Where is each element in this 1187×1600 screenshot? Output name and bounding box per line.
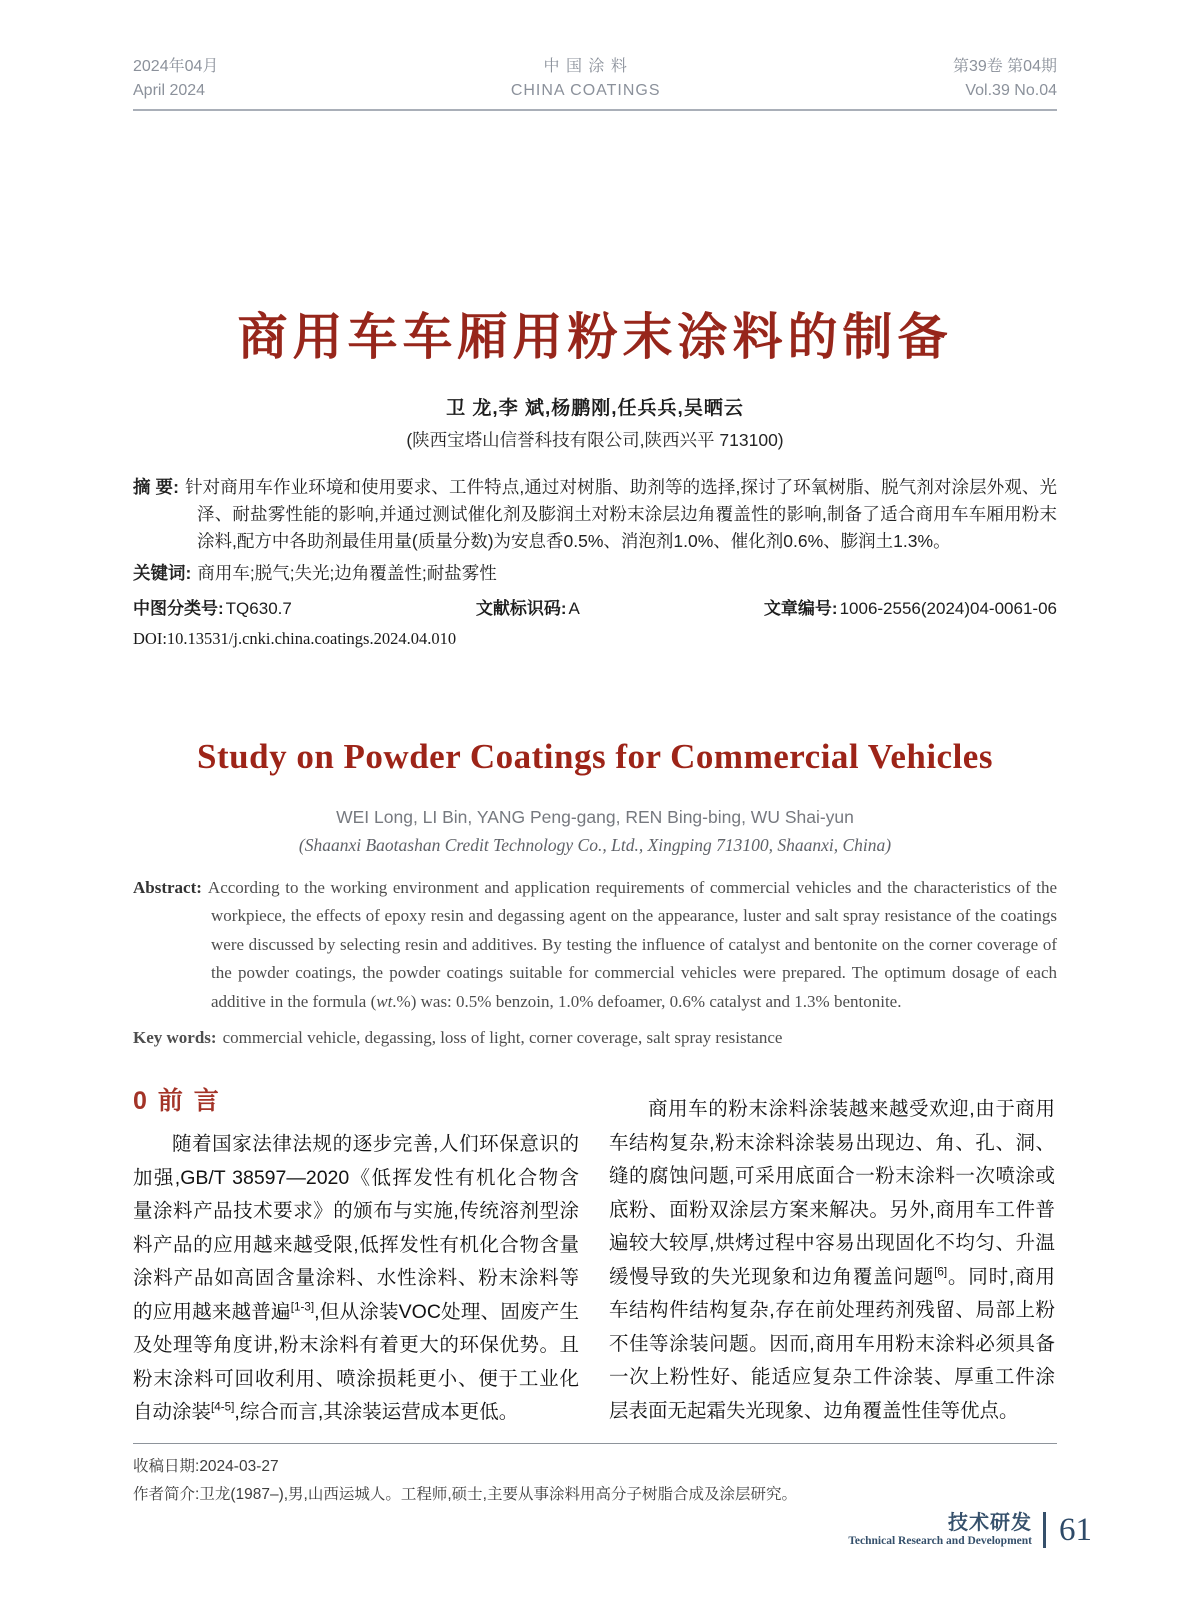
column-title-cn: 技术研发 [948, 1512, 1032, 1535]
document-code-label: 文献标识码: [475, 598, 567, 618]
article-id-value: 1006-2556(2024)04-0061-06 [839, 598, 1057, 618]
citation-ref-4-5: [4-5] [211, 1400, 235, 1414]
abstract-en-label: Abstract: [133, 877, 202, 897]
author-bio-value: 卫龙(1987–),男,山西运城人。工程师,硕士,主要从事涂料用高分子树脂合成及涂层研究。 [199, 1485, 797, 1503]
journal-name [511, 55, 661, 103]
intro-left-text-2: ,但从涂装VOC处理、固废产生及处理等角度讲,粉末涂料有着更大的环保优势。且粉末涂料可回收利用、喷涂损耗更小、便于工业化自动涂装 [133, 1300, 579, 1423]
abstract-en-italic: wt [376, 991, 393, 1011]
affiliation-en: (Shaanxi Baotashan Credit Technology Co., Ltd., Xingping 713100, Shaanxi, China) [298, 834, 892, 855]
abstract-cn [133, 474, 1057, 555]
keywords-en-text: commercial vehicle, degassing, loss of light, corner coverage, salt spray resistance [222, 1028, 783, 1047]
article-title-en: Study on Powder Coatings for Commercial Vehicles [197, 736, 993, 776]
column-title-en: Technical Research and Development [848, 1535, 1032, 1548]
intro-right-text-2: 。同时,商用车结构件结构复杂,存在前处理药剂残留、局部上粉不佳等涂装问题。因而,商用车用粉末涂料必须具备一次上粉性好、能适应复杂工件涂装、厚重工件涂层表面无起霜失光现象、边角覆盖性佳等优点。 [609, 1265, 1055, 1422]
section-0-heading: 0 前 言 [133, 1087, 221, 1115]
abstract-cn-text: 针对商用车作业环境和使用要求、工件特点,通过对树脂、助剂等的选择,探讨了环氧树脂、脱气剂对涂层外观、光泽、耐盐雾性能的影响,并通过测试催化剂及膨润土对粉末涂层边角覆盖性的影响,制备了适合商用车车厢用粉末涂料,配方中各助剂最佳用量(质量分数)为安息香0.5%、消泡剂1.0%、催化剂0.6%、膨润土1.3%。 [184, 476, 1057, 551]
abstract-en [133, 874, 1057, 1017]
volume-issue [953, 55, 1057, 103]
affiliation-cn: (陕西宝塔山信誉科技有限公司,陕西兴平 713100) [406, 429, 784, 450]
clc-label: 中图分类号: [133, 598, 224, 618]
intro-paragraph-left [133, 1128, 579, 1430]
abstract-en-text-1: According to the working environment and application requirements of commercial vehicles and the characteristics of the workpiece, the effects of epoxy resin and degassing agent on the appearance, luster and salt spray resistance of the coatings were discussed by selecting resin and additives. By testing the influence of catalyst and bentonite on the corner coverage of the powder coatings, the powder coatings suitable for commercial vehicles were prepared. The optimum dosage of each additive in the formula ( [207, 877, 1057, 1011]
left-column [133, 1086, 579, 1430]
volume-issue-cn: 第39卷 第04期 [952, 58, 1057, 75]
issue-date-en: April 2024 [133, 82, 206, 99]
keywords-cn-text: 商用车;脱气;失光;边角覆盖性;耐盐雾性 [197, 562, 497, 583]
citation-ref-6: [6] [934, 1265, 948, 1278]
doi: DOI:10.13531/j.cnki.china.coatings.2024.04.010 [133, 628, 457, 648]
page-footer [848, 1512, 1092, 1548]
keywords-en-label: Key words: [133, 1028, 217, 1047]
keywords-cn [133, 560, 1057, 586]
journal-name-en: CHINA COATINGS [510, 82, 661, 99]
intro-left-text-1: 随着国家法律法规的逐步完善,人们环保意识的加强,GB/T 38597—2020《低挥发性有机化合物含量涂料产品技术要求》的颁布与实施,传统溶剂型涂料产品的应用越来越受限,低挥发性有机化合物含量涂料产品如高固含量涂料、水性涂料、粉末涂料等的应用越来越普遍 [133, 1133, 579, 1323]
abstract-cn-label: 摘 要: [133, 476, 179, 497]
received-date-value: 2024-03-27 [199, 1457, 279, 1475]
right-column [609, 1086, 1055, 1430]
issue-date-cn: 2024年04月 [133, 58, 219, 75]
document-code [476, 594, 580, 619]
footnotes [133, 1443, 1057, 1509]
keywords-en [133, 1028, 1057, 1048]
meta-row [133, 594, 1057, 619]
author-bio-line [133, 1481, 1057, 1509]
clc-value: TQ630.7 [225, 598, 292, 618]
journal-running-head [133, 55, 1057, 111]
document-code-value: A [568, 598, 580, 618]
authors-cn: 卫 龙,李 斌,杨鹏刚,任兵兵,吴晒云 [446, 397, 744, 419]
page-number: 61 [1043, 1512, 1092, 1548]
article-id-label: 文章编号: [763, 598, 838, 618]
intro-left-text-3: ,综合而言,其涂装运营成本更低。 [234, 1401, 519, 1423]
intro-paragraph-right [609, 1093, 1055, 1428]
citation-ref-1-3: [1-3] [290, 1300, 315, 1313]
received-date-label: 收稿日期: [133, 1457, 200, 1475]
article-id [764, 594, 1057, 619]
issue-date [133, 55, 218, 103]
volume-issue-en: Vol.39 No.04 [965, 82, 1057, 99]
abstract-en-text-2: .%) was: 0.5% benzoin, 1.0% defoamer, 0.6% catalyst and 1.3% bentonite. [392, 991, 902, 1011]
intro-right-text-1: 商用车的粉末涂料涂装越来越受欢迎,由于商用车结构复杂,粉末涂料涂装易出现边、角、孔、洞、缝的腐蚀问题,可采用底面合一粉末涂料一次喷涂或底粉、面粉双涂层方案来解决。另外,商用车工件普遍较大较厚,烘烤过程中容易出现固化不均匀、升温缓慢导致的失光现象和边角覆盖问题 [609, 1098, 1055, 1288]
keywords-cn-label: 关键词: [133, 562, 192, 583]
journal-name-cn: 中 国 涂 料 [543, 58, 628, 75]
author-bio-label: 作者简介: [133, 1485, 200, 1503]
authors-en: WEI Long, LI Bin, YANG Peng-gang, REN Bing-bing, WU Shai-yun [336, 806, 854, 827]
received-date-line [133, 1453, 1057, 1481]
clc-number [133, 594, 292, 619]
column-title [848, 1512, 1043, 1547]
article-title-cn: 商用车车厢用粉末涂料的制备 [237, 309, 953, 365]
body-columns [133, 1086, 1057, 1430]
